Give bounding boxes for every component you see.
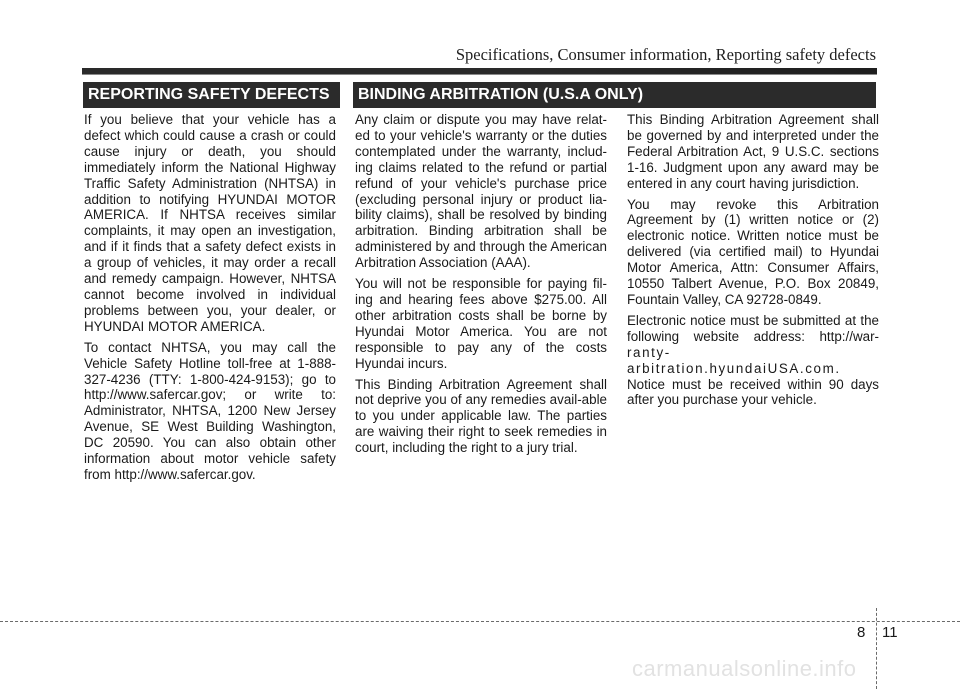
footer-vertical-dashed-rule (876, 608, 877, 689)
column-3 (627, 112, 879, 413)
watermark: carmanualsonline.info (632, 656, 857, 681)
header-rule-thin (82, 74, 877, 75)
column-2 (355, 112, 607, 461)
paragraph-arbitration-fees: You will not be responsible for paying fil-ing and hearing fees above $275.00. All other arbitration costs shall be borne by Hyundai Motor America. You are not responsible to pay any of the costs Hyundai incurs. (355, 276, 607, 371)
page-number: 11 (882, 624, 898, 641)
header-title: Specifications, Consumer information, Reporting safety defects (455, 45, 876, 64)
paragraph-contact-nhtsa: To contact NHTSA, you may call the Vehicle Safety Hotline toll-free at 1-888-327-4236 (TTY: 1-800-424-9153); go to http://www.safercar.gov; or write to: Administrator, NHTSA, 1200 New Jersey Avenue, SE West Building Washington, DC 20590. You can also obtain other information about motor vehicle safety from http://www.safercar.gov. (84, 339, 336, 482)
electronic-notice-text: Electronic notice must be submitted at the following website address: http://war- (627, 312, 879, 344)
section-title-reporting-safety-defects: REPORTING SAFETY DEFECTS (83, 82, 340, 108)
paragraph-electronic-notice (627, 313, 879, 408)
paragraph-arbitration-remedies: This Binding Arbitration Agreement shall not deprive you of any remedies avail-able to you under applicable law. The parties are waiving their right to seek remedies in court, including the right to a jury trial. (355, 376, 607, 456)
footer-dashed-rule (0, 621, 960, 622)
column-1 (84, 112, 336, 488)
paragraph-arbitration-claims: Any claim or dispute you may have relat-ed to your vehicle's warranty or the duties contemplated under the warranty, includ-ing claims related to the refund or partial refund of your vehicle's purchase price (excluding personal injury or product lia-bility claims), shall be resolved by binding arbitration. Binding arbitration shall be administered by and through the American Arbitration Association (AAA). (355, 112, 607, 271)
arbitration-website-address: ranty-arbitration.hyundaiUSA.com. (627, 344, 841, 376)
paragraph-arbitration-act: This Binding Arbitration Agreement shall be governed by and interpreted under the Federal Arbitration Act, 9 U.S.C. sections 1-16. Judgment upon any award may be entered in any court having jurisdiction. (627, 112, 879, 191)
notice-deadline-text: Notice must be received within 90 days after you purchase your vehicle. (627, 376, 879, 408)
page-chapter-number: 8 (857, 624, 866, 641)
section-title-binding-arbitration: BINDING ARBITRATION (U.S.A ONLY) (353, 82, 876, 108)
paragraph-revoke-agreement: You may revoke this Arbitration Agreement by (1) written notice or (2) electronic notice. Written notice must be delivered (via certified mail) to Hyundai Motor America, Attn: Consumer Affairs, 10550 Talbert Avenue, P.O. Box 20849, Fountain Valley, CA 92728-0849. (627, 196, 879, 307)
paragraph-report-defect: If you believe that your vehicle has a defect which could cause a crash or could cause injury or death, you should immediately inform the National Highway Traffic Safety Administration (NHTSA) in addition to notifying HYUNDAI MOTOR AMERICA. If NHTSA receives similar complaints, it may open an investigation, and if it finds that a safety defect exists in a group of vehicles, it may order a recall and remedy campaign. However, NHTSA cannot become involved in individual problems between you, your dealer, or HYUNDAI MOTOR AMERICA. (84, 112, 336, 334)
